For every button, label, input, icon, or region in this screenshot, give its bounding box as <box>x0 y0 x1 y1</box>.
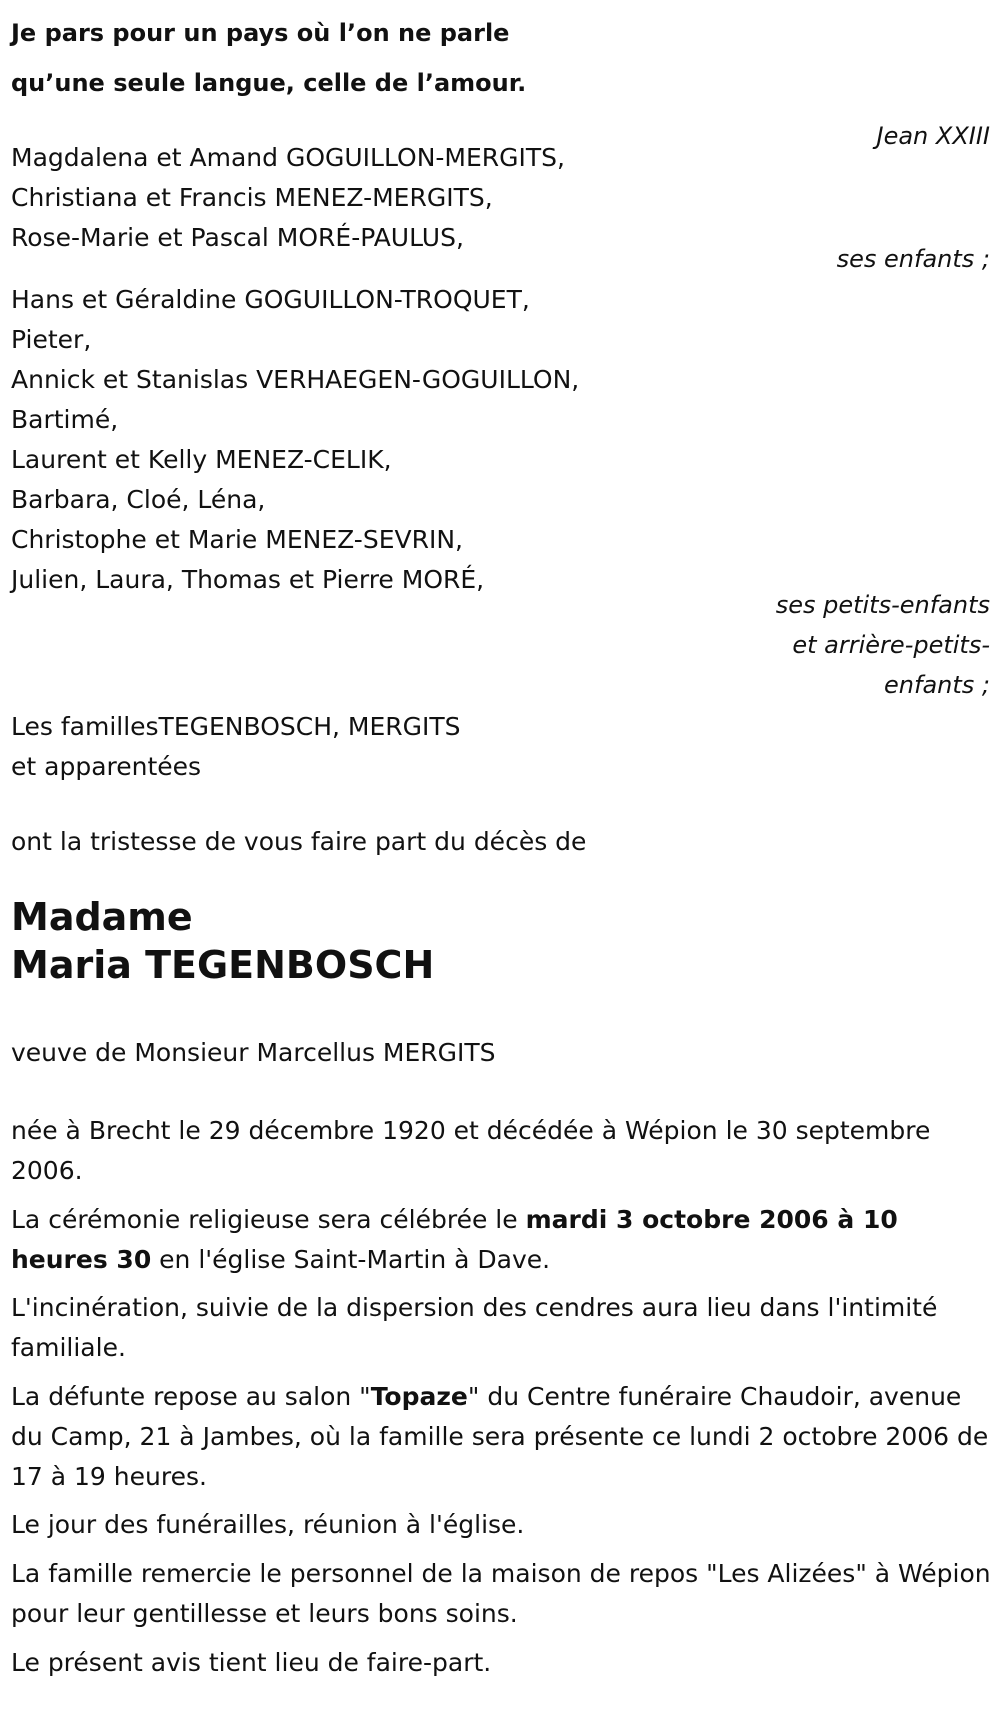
ceremony-prefix: La cérémonie religieuse sera célébrée le <box>11 1205 526 1234</box>
cremation-paragraph: L'incinération, suivie de la dispersion des cendres aura lieu dans l'intimité familiale. <box>11 1293 938 1362</box>
deceased-heading <box>11 893 434 989</box>
ceremony-suffix: en l'église Saint-Martin à Dave. <box>151 1245 551 1274</box>
birth-death-paragraph: née à Brecht le 29 décembre 1920 et décédée à Wépion le 30 septembre 2006. <box>11 1116 931 1185</box>
rest-paragraph <box>11 1377 996 1497</box>
grandchildren-name: Barbara, Cloé, Léna, <box>11 485 266 514</box>
grandchildren-name: Annick et Stanislas VERHAEGEN-GOGUILLON, <box>11 365 580 394</box>
ceremony-date: mardi 3 octobre 2006 à 10 heures 30 <box>11 1205 898 1274</box>
announcement: ont la tristesse de vous faire part du décès de <box>11 827 587 856</box>
rest-salon: Topaze <box>370 1382 468 1411</box>
notice-paragraph: Le présent avis tient lieu de faire-part. <box>11 1648 492 1677</box>
quote-line-1: Je pars pour un pays où l’on ne parle <box>11 19 510 47</box>
children-name: Magdalena et Amand GOGUILLON-MERGITS, <box>11 143 565 172</box>
families-line-2: et apparentées <box>11 752 202 781</box>
ceremony-paragraph <box>11 1200 996 1280</box>
families-line-1: Les famillesTEGENBOSCH, MERGITS <box>11 712 461 741</box>
quote <box>11 8 526 108</box>
children-name: Christiana et Francis MENEZ-MERGITS, <box>11 183 493 212</box>
quote-line-2: qu’une seule langue, celle de l’amour. <box>11 69 527 97</box>
grandchildren-role-line: enfants ; <box>884 671 990 699</box>
deceased-title: Madame <box>11 895 193 939</box>
children-name: Rose-Marie et Pascal MORÉ-PAULUS, <box>11 223 464 252</box>
grandchildren-role-line: ses petits-enfants <box>775 591 990 619</box>
grandchildren-name: Hans et Géraldine GOGUILLON-TROQUET, <box>11 285 530 314</box>
grandchildren-role <box>776 585 990 705</box>
grandchildren-role-line: et arrière-petits- <box>792 631 990 659</box>
grandchildren-name: Laurent et Kelly MENEZ-CELIK, <box>11 445 392 474</box>
deceased-name: Maria TEGENBOSCH <box>11 943 435 987</box>
thanks-paragraph: La famille remercie le personnel de la maison de repos "Les Alizées" à Wépion pour leur gentillesse et leurs bons soins. <box>11 1559 991 1628</box>
grandchildren-list <box>11 280 579 600</box>
grandchildren-name: Julien, Laura, Thomas et Pierre MORÉ, <box>11 565 485 594</box>
rest-prefix: La défunte repose au salon " <box>11 1382 371 1411</box>
quote-author: Jean XXIII <box>876 122 990 150</box>
rest-suffix: " du Centre funéraire Chaudoir, avenue du Camp, 21 à Jambes, où la famille sera présente ce lundi 2 octobre 2006 de 17 à 19 heures. <box>11 1382 989 1491</box>
widow-of: veuve de Monsieur Marcellus MERGITS <box>11 1038 496 1067</box>
grandchildren-name: Christophe et Marie MENEZ-SEVRIN, <box>11 525 463 554</box>
meeting-paragraph: Le jour des funérailles, réunion à l'église. <box>11 1510 525 1539</box>
grandchildren-name: Bartimé, <box>11 405 119 434</box>
grandchildren-name: Pieter, <box>11 325 92 354</box>
children-list <box>11 138 565 258</box>
families <box>11 707 461 787</box>
children-role: ses enfants ; <box>836 245 990 273</box>
